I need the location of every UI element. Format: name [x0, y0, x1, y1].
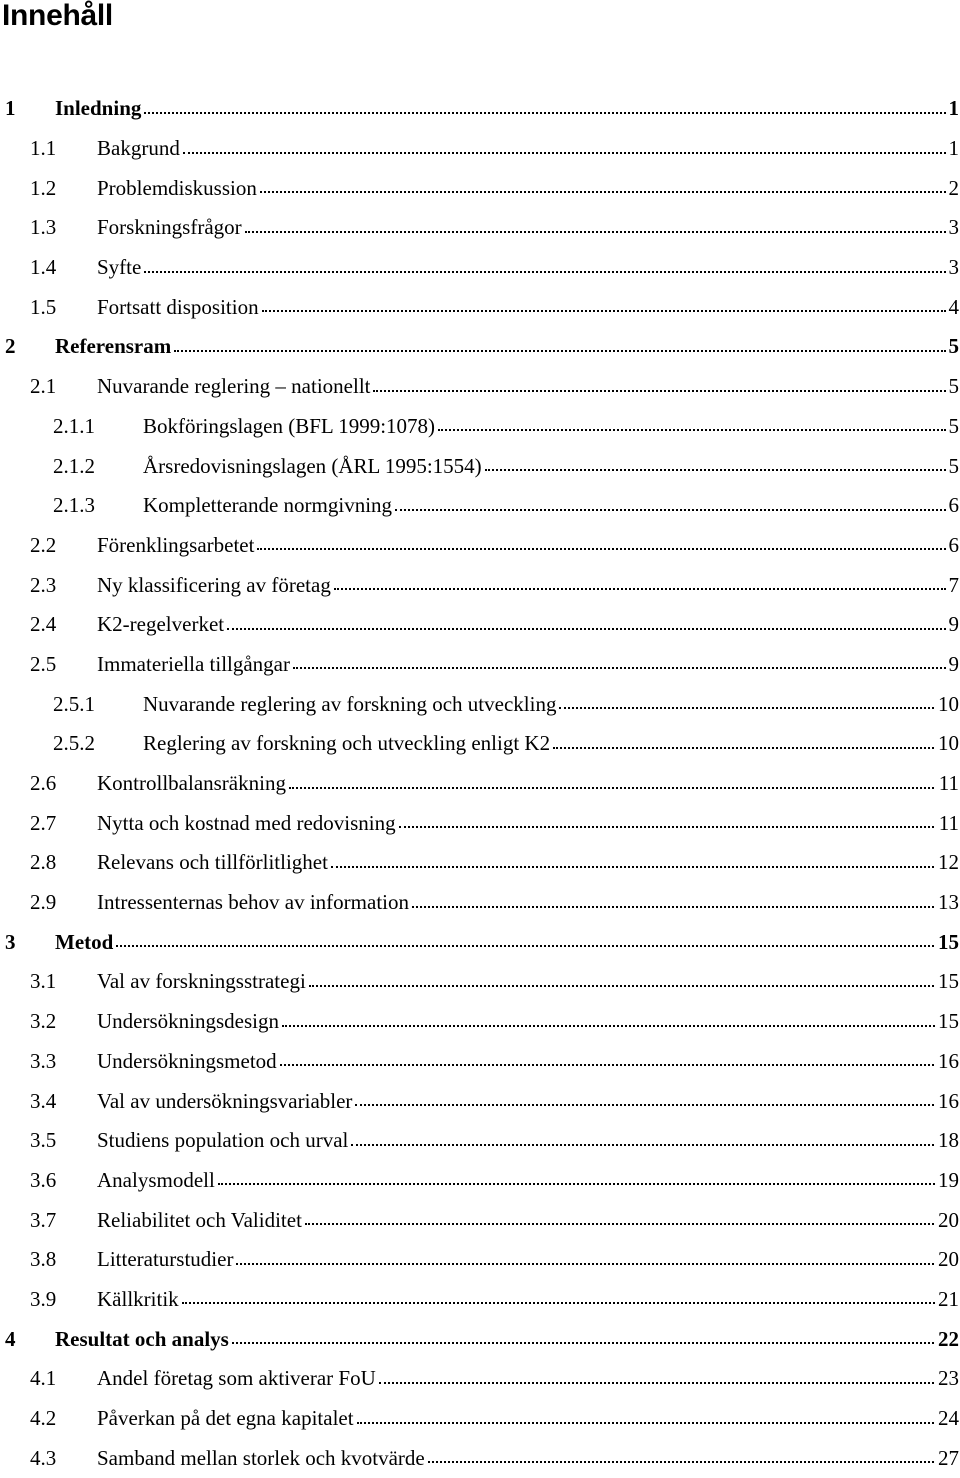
toc-entry-page-number: 24: [935, 1406, 959, 1431]
toc-entry-number: 2.5.1: [53, 691, 95, 716]
toc-entry[interactable]: [0, 129, 960, 169]
dot-leader: [144, 112, 946, 114]
toc-entry-title: K2-regelverket: [97, 612, 227, 637]
toc-entry-page-number: 7: [946, 573, 960, 598]
toc-entry-page-number: 15: [935, 930, 959, 955]
toc-entry-page-number: 1: [946, 96, 960, 121]
toc-entry[interactable]: [0, 1399, 960, 1439]
toc-entry-number: 1.5: [30, 294, 57, 319]
toc-entry[interactable]: [0, 1280, 960, 1320]
toc-entry-number: 2.8: [30, 850, 57, 875]
toc-entry-title: Kontrollbalansräkning: [97, 771, 289, 796]
toc-entry-title: Litteraturstudier: [97, 1247, 236, 1272]
toc-entry-page-number: 9: [946, 612, 960, 637]
toc-entry-number: 3.5: [30, 1128, 57, 1153]
toc-entry-title: Studiens population och urval: [97, 1128, 351, 1153]
toc-entry-title: Val av forskningsstrategi: [97, 969, 309, 994]
toc-entry[interactable]: [0, 1121, 960, 1161]
toc-entry-title: Ny klassificering av företag: [97, 573, 334, 598]
dot-leader: [183, 152, 946, 154]
dot-leader: [331, 866, 946, 868]
toc-entry-number: 2: [5, 334, 16, 359]
toc-entry-number: 2.7: [30, 810, 57, 835]
toc-entry-page-number: 11: [936, 811, 959, 836]
toc-entry-title: Reliabilitet och Validitet: [97, 1208, 305, 1233]
toc-entry-number: 3.1: [30, 969, 57, 994]
toc-entry-title: Undersökningsmetod: [97, 1049, 280, 1074]
toc-entry[interactable]: [0, 367, 960, 407]
toc-entry-number: 3: [5, 929, 16, 954]
toc-entry[interactable]: [0, 764, 960, 804]
toc-entry-number: 2.6: [30, 771, 57, 796]
toc-entry-title: Forskningsfrågor: [97, 215, 245, 240]
dot-leader: [227, 628, 946, 630]
toc-entry-title: Metod: [55, 930, 116, 955]
toc-entry-page-number: 9: [946, 652, 960, 677]
toc-entry-page-number: 22: [935, 1327, 959, 1352]
toc-entry-title: Nuvarande reglering av forskning och utveckling: [143, 692, 559, 717]
toc-entry-page-number: 10: [935, 692, 959, 717]
dot-leader: [289, 787, 946, 789]
toc-entry[interactable]: [0, 1002, 960, 1042]
dot-leader: [357, 1422, 946, 1424]
toc-entry-title: Årsredovisningslagen (ÅRL 1995:1554): [143, 454, 485, 479]
toc-entry-number: 1.1: [30, 136, 57, 161]
toc-entry[interactable]: [0, 1438, 960, 1478]
toc-entry-page-number: 11: [936, 771, 959, 796]
toc-entry-title: Val av undersökningsvariabler: [97, 1089, 355, 1114]
toc-entry[interactable]: [0, 168, 960, 208]
toc-entry-title: Kompletterande normgivning: [143, 493, 395, 518]
toc-entry-page-number: 20: [935, 1208, 959, 1233]
toc-entry[interactable]: [0, 446, 960, 486]
toc-entry-page-number: 16: [935, 1089, 959, 1114]
toc-entry-page-number: 5: [946, 334, 960, 359]
toc-entry[interactable]: [0, 526, 960, 566]
toc-entry-title: Nuvarande reglering – nationellt: [97, 374, 373, 399]
toc-entry-title: Immateriella tillgångar: [97, 652, 293, 677]
toc-entry-page-number: 23: [935, 1366, 959, 1391]
toc-entry-number: 1.3: [30, 215, 57, 240]
dot-leader: [412, 906, 946, 908]
toc-entry-title: Syfte: [97, 255, 144, 280]
dot-leader: [305, 1223, 946, 1225]
toc-entry-title: Referensram: [55, 334, 174, 359]
toc-entry-number: 1: [5, 96, 16, 121]
toc-entry[interactable]: [0, 327, 960, 367]
toc-entry[interactable]: [0, 843, 960, 883]
dot-leader: [232, 1342, 946, 1344]
toc-entry-page-number: 5: [946, 414, 960, 439]
toc-entry-number: 2.2: [30, 532, 57, 557]
toc-entry-number: 4: [5, 1326, 16, 1351]
toc-entry-title: Påverkan på det egna kapitalet: [97, 1406, 357, 1431]
toc-entry-number: 2.4: [30, 612, 57, 637]
toc-entry[interactable]: [0, 724, 960, 764]
toc-entry-page-number: 4: [946, 295, 960, 320]
dot-leader: [174, 350, 946, 352]
dot-leader: [553, 747, 946, 749]
dot-leader: [373, 390, 946, 392]
toc-entry-page-number: 13: [935, 890, 959, 915]
toc-entry-page-number: 1: [946, 136, 960, 161]
toc-entry[interactable]: [0, 684, 960, 724]
toc-entry-number: 4.3: [30, 1445, 57, 1470]
toc-entry[interactable]: [0, 248, 960, 288]
toc-entry-page-number: 6: [946, 493, 960, 518]
toc-entry-title: Förenklingsarbetet: [97, 533, 257, 558]
dot-leader: [351, 1144, 946, 1146]
toc-entry-title: Analysmodell: [97, 1168, 218, 1193]
dot-leader: [355, 1104, 946, 1106]
toc-entry-page-number: 3: [946, 215, 960, 240]
toc-entry-page-number: 2: [946, 176, 960, 201]
toc-entry-title: Andel företag som aktiverar FoU: [97, 1366, 379, 1391]
dot-leader: [395, 509, 946, 511]
toc-entry-number: 2.1.2: [53, 453, 95, 478]
toc-entry-number: 4.2: [30, 1406, 57, 1431]
toc-entry-title: Nytta och kostnad med redovisning: [97, 811, 399, 836]
toc-entry-page-number: 20: [935, 1247, 959, 1272]
dot-leader: [438, 429, 946, 431]
toc-entry-number: 3.7: [30, 1207, 57, 1232]
dot-leader: [282, 1025, 946, 1027]
dot-leader: [144, 271, 946, 273]
toc-entry-title: Reglering av forskning och utveckling enligt K2: [143, 731, 553, 756]
toc-entry-title: Bokföringslagen (BFL 1999:1078): [143, 414, 438, 439]
toc-entry-number: 2.1.3: [53, 493, 95, 518]
toc-entry[interactable]: [0, 645, 960, 685]
dot-leader: [559, 707, 946, 709]
toc-entry[interactable]: [0, 922, 960, 962]
toc-entry-page-number: 5: [946, 454, 960, 479]
toc-entry-title: Relevans och tillförlitlighet: [97, 850, 331, 875]
toc-entry[interactable]: [0, 962, 960, 1002]
toc-entry[interactable]: [0, 565, 960, 605]
toc-entry-number: 2.1.1: [53, 413, 95, 438]
dot-leader: [218, 1183, 946, 1185]
toc-entry-page-number: 21: [935, 1287, 959, 1312]
toc-entry[interactable]: [0, 803, 960, 843]
dot-leader: [280, 1064, 946, 1066]
dot-leader: [245, 231, 946, 233]
toc-entry[interactable]: [0, 1042, 960, 1082]
dot-leader: [428, 1461, 946, 1463]
dot-leader: [485, 469, 946, 471]
toc-entry-number: 4.1: [30, 1366, 57, 1391]
dot-leader: [379, 1382, 946, 1384]
toc-entry-page-number: 10: [935, 731, 959, 756]
dot-leader: [236, 1263, 946, 1265]
dot-leader: [262, 310, 946, 312]
toc-entry[interactable]: [0, 883, 960, 923]
dot-leader: [260, 191, 946, 193]
dot-leader: [399, 826, 946, 828]
dot-leader: [334, 588, 946, 590]
dot-leader: [309, 985, 946, 987]
toc-entry-page-number: 12: [935, 850, 959, 875]
toc-entry[interactable]: [0, 208, 960, 248]
toc-entry-number: 1.2: [30, 175, 57, 200]
toc-entry[interactable]: [0, 1200, 960, 1240]
toc-entry-title: Intressenternas behov av information: [97, 890, 412, 915]
toc-entry-page-number: 5: [946, 374, 960, 399]
toc-entry-number: 3.3: [30, 1048, 57, 1073]
toc-entry-page-number: 16: [935, 1049, 959, 1074]
toc-entry-page-number: 15: [935, 1009, 959, 1034]
toc-entry[interactable]: [0, 89, 960, 129]
toc-entry-title: Undersökningsdesign: [97, 1009, 282, 1034]
toc-entry-title: Fortsatt disposition: [97, 295, 262, 320]
toc-entry-page-number: 15: [935, 969, 959, 994]
toc-entry-number: 2.5: [30, 651, 57, 676]
toc-entry-page-number: 19: [935, 1168, 959, 1193]
toc-entry-number: 3.9: [30, 1286, 57, 1311]
toc-entry-number: 2.1: [30, 374, 57, 399]
toc-entry-page-number: 3: [946, 255, 960, 280]
dot-leader: [293, 667, 946, 669]
toc-entry-number: 2.5.2: [53, 731, 95, 756]
toc-entry-title: Källkritik: [97, 1287, 182, 1312]
toc-entry-number: 2.9: [30, 890, 57, 915]
page-title: Innehåll: [2, 0, 113, 32]
toc-entry-page-number: 6: [946, 533, 960, 558]
toc-entry-number: 2.3: [30, 572, 57, 597]
toc-entry-title: Inledning: [55, 96, 144, 121]
toc-entry-number: 3.2: [30, 1009, 57, 1034]
toc-entry[interactable]: [0, 1240, 960, 1280]
toc-entry-title: Bakgrund: [97, 136, 183, 161]
dot-leader: [116, 945, 946, 947]
toc-entry-number: 1.4: [30, 255, 57, 280]
toc-entry-number: 3.4: [30, 1088, 57, 1113]
toc-entry[interactable]: [0, 486, 960, 526]
toc-entry[interactable]: [0, 605, 960, 645]
toc-entry[interactable]: [0, 1359, 960, 1399]
toc-entry-number: 3.6: [30, 1167, 57, 1192]
toc-entry-page-number: 27: [935, 1446, 959, 1471]
toc-entry-number: 3.8: [30, 1247, 57, 1272]
toc-entry[interactable]: [0, 1161, 960, 1201]
toc-entry-title: Problemdiskussion: [97, 176, 260, 201]
toc-entry-page-number: 18: [935, 1128, 959, 1153]
toc-entry[interactable]: [0, 287, 960, 327]
toc-entry[interactable]: [0, 407, 960, 447]
toc-entry[interactable]: [0, 1319, 960, 1359]
toc-entry-title: Resultat och analys: [55, 1327, 232, 1352]
dot-leader: [257, 548, 946, 550]
toc-entry[interactable]: [0, 1081, 960, 1121]
toc-entry-title: Samband mellan storlek och kvotvärde: [97, 1446, 428, 1471]
table-of-contents: [0, 89, 960, 1478]
dot-leader: [182, 1302, 946, 1304]
